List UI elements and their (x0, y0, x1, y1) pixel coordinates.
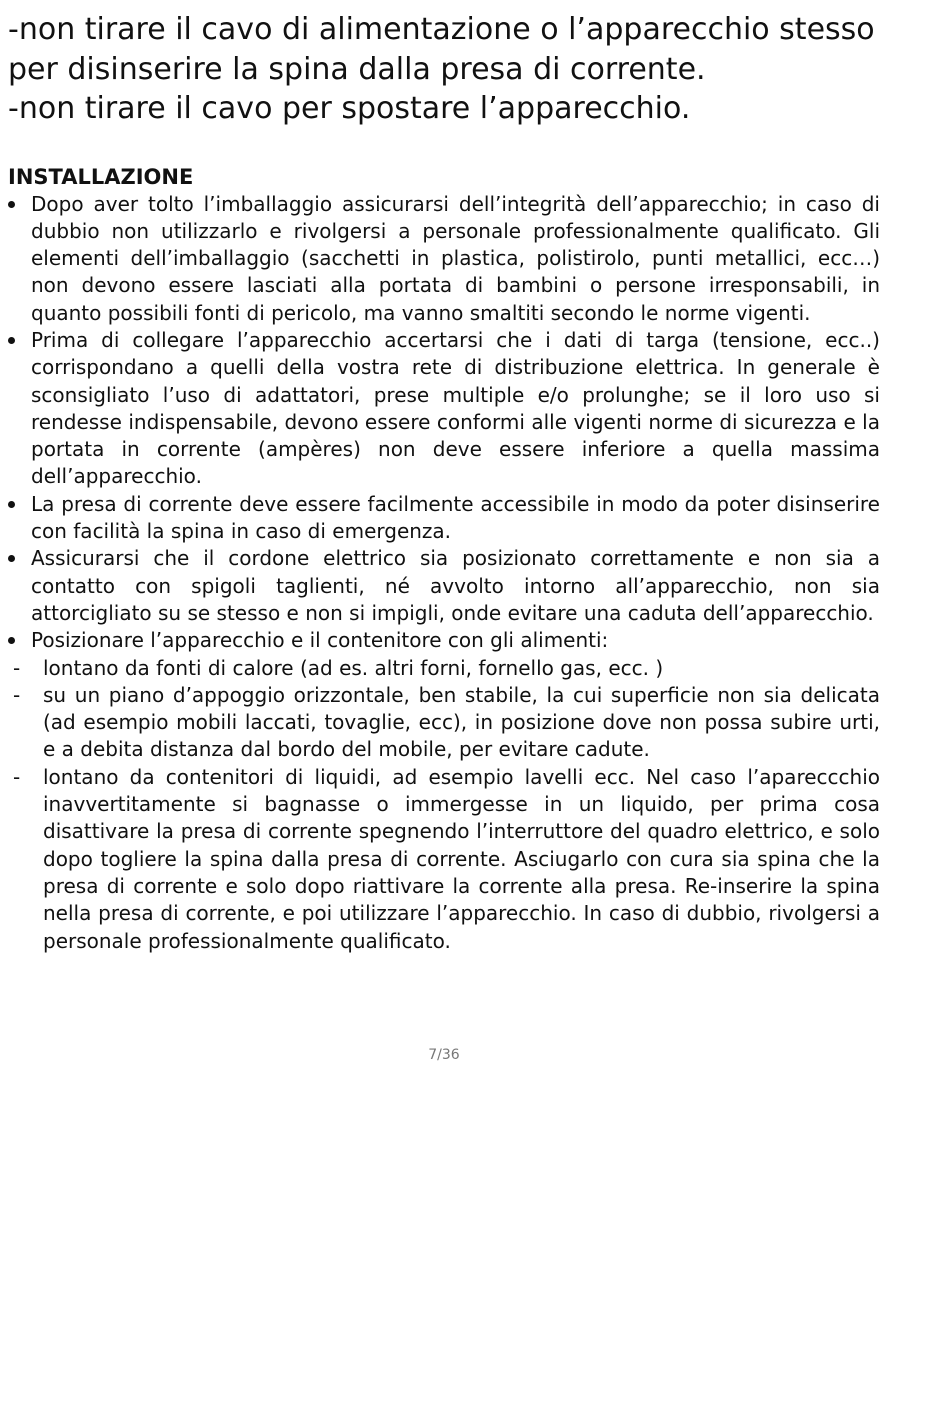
positioning-sublist (8, 655, 880, 955)
sublist-item (8, 764, 880, 955)
list-item (8, 327, 880, 491)
installation-list (8, 191, 880, 655)
bullet-icon (8, 201, 15, 208)
list-item-text: Prima di collegare l’apparecchio accertarsi che i dati di targa (tensione, ecc..) corrispondano a quelli della vostra rete di distribuzione elettrica. In generale è sconsigliato l’uso di adattatori, prese multiple e/o prolunghe; se il loro uso si rendesse indispensabile, devono essere conformi alle vigenti norme di sicurezza e la portata in corrente (ampères) non deve essere inferiore a quella massima dell’apparecchio. (31, 327, 880, 489)
intro-warnings (8, 10, 880, 129)
dash-marker: - (13, 764, 21, 789)
list-item-text: Dopo aver tolto l’imballaggio assicurarsi dell’integrità dell’apparecchio; in caso di dubbio non utilizzarlo e rivolgersi a personale professionalmente qualificato. Gli elementi dell’imballaggio (sacchetti in plastica, polistirolo, punti metallici, ecc…) non devono essere lasciati alla portata di bambini o persone irresponsabili, in quanto possibili fonti di pericolo, ma vanno smaltiti secondo le norme vigenti. (31, 191, 880, 325)
bullet-icon (8, 555, 15, 562)
section-title: INSTALLAZIONE (8, 164, 194, 189)
intro-line: -non tirare il cavo di alimentazione o l’apparecchio stesso per disinserire la spina dalla presa di corrente. (8, 12, 875, 87)
sublist-item-text: su un piano d’appoggio orizzontale, ben stabile, la cui superficie non sia delicata (ad esempio mobili laccati, tovaglie, ecc), in posizione dove non possa subire urti, e a debita distanza dal bordo del mobile, per evitare cadute. (43, 682, 880, 762)
sublist-item (8, 655, 880, 682)
dash-marker: - (13, 655, 21, 680)
dash-marker: - (13, 682, 21, 707)
list-item (8, 545, 880, 627)
list-item (8, 491, 880, 546)
intro-line: -non tirare il cavo per spostare l’apparecchio. (8, 91, 691, 126)
sublist-item (8, 682, 880, 764)
bullet-icon (8, 637, 15, 644)
list-item (8, 191, 880, 327)
page-number: 7/36 (428, 1047, 460, 1063)
sublist-item-text: lontano da contenitori di liquidi, ad esempio lavelli ecc. Nel caso l’apareccchio inavvertitamente si bagnasse o immergesse in un liquido, per prima cosa disattivare la presa di corrente spegnendo l’interruttore del quadro elettrico, e solo dopo togliere la spina dalla presa di corrente. Asciugarlo con cura sia spina che la presa di corrente e solo dopo riattivare la corrente alla presa. Re-inserire la spina nella presa di corrente, e poi utilizzare l’apparecchio. In caso di dubbio, rivolgersi a personale professionalmente qualificato. (43, 764, 880, 953)
sublist-item-text: lontano da fonti di calore (ad es. altri forni, fornello gas, ecc. ) (43, 655, 664, 680)
bullet-icon (8, 501, 15, 508)
list-item-text: Posizionare l’apparecchio e il contenitore con gli alimenti: (31, 628, 609, 653)
list-item-text: La presa di corrente deve essere facilmente accessibile in modo da poter disinserire con facilità la spina in caso di emergenza. (31, 491, 880, 544)
list-item-text: Assicurarsi che il cordone elettrico sia posizionato correttamente e non sia a contatto con spigoli taglienti, né avvolto intorno all’apparecchio, non sia attorcigliato su se stesso e non si impigli, onde evitare una caduta dell’apparecchio. (31, 546, 880, 625)
bullet-icon (8, 337, 15, 344)
list-item (8, 627, 880, 654)
document-page (8, 10, 880, 955)
